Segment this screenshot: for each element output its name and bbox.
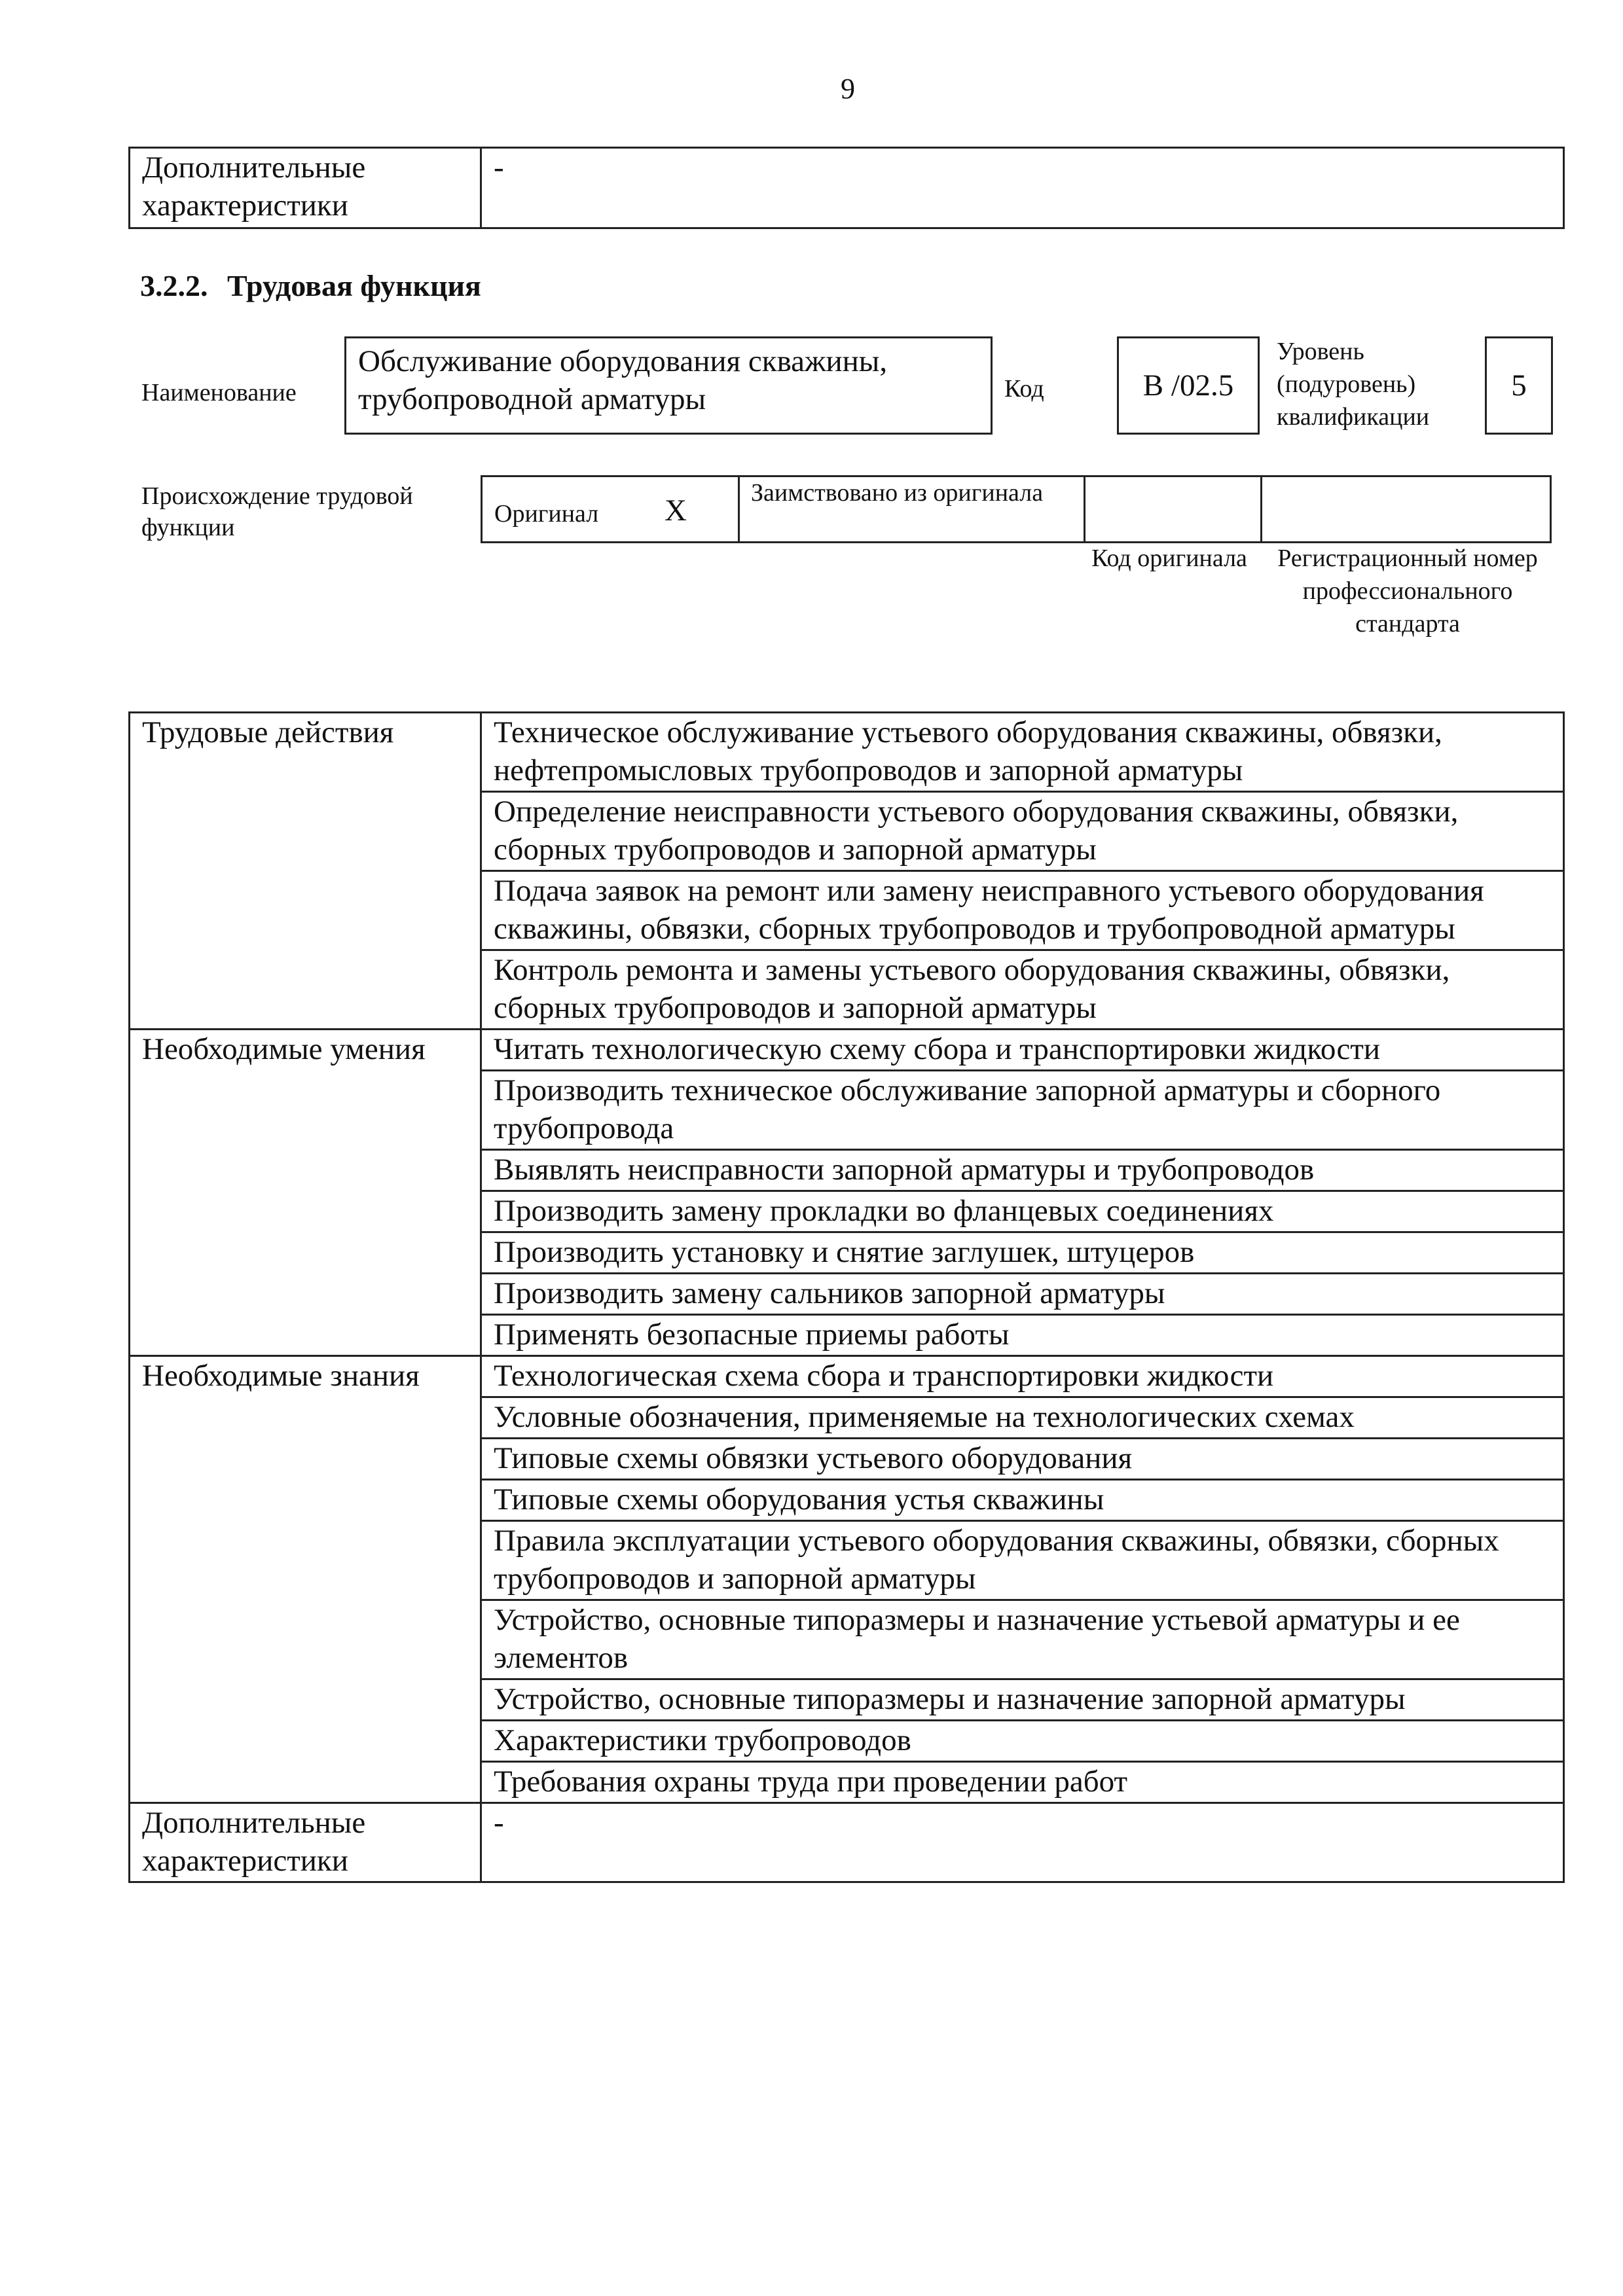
additional-characteristics-top-table (128, 147, 1565, 229)
skill-item: Производить установку и снятие заглушек, штуцеров (481, 1232, 1564, 1274)
labor-action-item: Контроль ремонта и замены устьевого оборудования скважины, обвязки, сборных трубопроводов и запорной арматуры (481, 950, 1564, 1030)
level-label-line-1: Уровень (1277, 338, 1364, 365)
labor-function-table (128, 711, 1565, 1883)
table-row (130, 1356, 1564, 1397)
knowledge-item: Характеристики трубопроводов (481, 1721, 1564, 1762)
labor-actions-label: Трудовые действия (130, 713, 481, 1030)
qualification-level-label (1277, 335, 1429, 433)
labor-action-item: Определение неисправности устьевого оборудования скважины, обвязки, сборных трубопроводов и запорной арматуры (481, 792, 1564, 871)
knowledge-label: Необходимые знания (130, 1356, 481, 1803)
qualification-level-value: 5 (1485, 336, 1553, 435)
skill-item: Производить замену сальников запорной арматуры (481, 1274, 1564, 1315)
origin-divider-1 (738, 477, 740, 543)
knowledge-item: Условные обозначения, применяемые на технологических схемах (481, 1397, 1564, 1439)
knowledge-item: Типовые схемы обвязки устьевого оборудования (481, 1439, 1564, 1480)
original-label: Оригинал (494, 500, 599, 528)
skill-item: Читать технологическую схему сбора и транспортировки жидкости (481, 1030, 1564, 1071)
name-value: Обслуживание оборудования скважины, трубопроводной арматуры (358, 344, 888, 416)
name-label: Наименование (141, 379, 297, 406)
labor-action-item: Техническое обслуживание устьевого оборудования скважины, обвязки, нефтепромысловых трубопроводов и запорной арматуры (481, 713, 1564, 792)
original-code-caption: Код оригинала (1091, 545, 1247, 572)
knowledge-item: Требования охраны труда при проведении работ (481, 1762, 1564, 1803)
page-number: 9 (841, 73, 855, 105)
origin-divider-3 (1260, 477, 1262, 543)
skill-item: Производить замену прокладки во фланцевых соединениях (481, 1191, 1564, 1232)
knowledge-item: Устройство, основные типоразмеры и назначение устьевой арматуры и ее элементов (481, 1600, 1564, 1679)
skills-label: Необходимые умения (130, 1030, 481, 1356)
level-label-line-2: (подуровень) (1277, 370, 1416, 398)
knowledge-item: Устройство, основные типоразмеры и назначение запорной арматуры (481, 1679, 1564, 1721)
knowledge-item: Технологическая схема сбора и транспортировки жидкости (481, 1356, 1564, 1397)
table-row (130, 1803, 1564, 1882)
origin-label: Происхождение трудовой функции (141, 482, 413, 541)
table-row (130, 1030, 1564, 1071)
borrowed-label: Заимствовано из оригинала (751, 479, 1044, 507)
extra-characteristics-label: Дополнительные характеристики (130, 1803, 481, 1882)
code-label: Код (1004, 375, 1044, 403)
section-title: Трудовая функция (227, 269, 481, 302)
origin-divider-2 (1084, 477, 1085, 543)
level-label-line-3: квалификации (1277, 403, 1430, 431)
additional-characteristics-value: - (481, 148, 1564, 228)
extra-characteristics-value: - (481, 1803, 1564, 1882)
origin-box (481, 475, 1552, 543)
knowledge-item: Типовые схемы оборудования устья скважины (481, 1480, 1564, 1521)
skill-item: Выявлять неисправности запорной арматуры и трубопроводов (481, 1150, 1564, 1191)
skill-item: Применять безопасные приемы работы (481, 1315, 1564, 1356)
additional-characteristics-label: Дополнительные характеристики (130, 148, 481, 228)
code-value: B /02.5 (1117, 336, 1260, 435)
registration-number-caption: Регистрационный номер профессионального стандарта (1277, 545, 1538, 637)
table-row (130, 713, 1564, 792)
skill-item: Производить техническое обслуживание запорной арматуры и сборного трубопровода (481, 1071, 1564, 1150)
original-mark: X (665, 493, 687, 528)
name-value-box (344, 336, 993, 435)
labor-action-item: Подача заявок на ремонт или замену неисправного устьевого оборудования скважины, обвязки, сборных трубопроводов и трубопроводной арматуры (481, 871, 1564, 950)
section-heading (140, 268, 481, 303)
knowledge-item: Правила эксплуатации устьевого оборудования скважины, обвязки, сборных трубопроводов и запорной арматуры (481, 1521, 1564, 1600)
section-number: 3.2.2. (140, 269, 208, 302)
